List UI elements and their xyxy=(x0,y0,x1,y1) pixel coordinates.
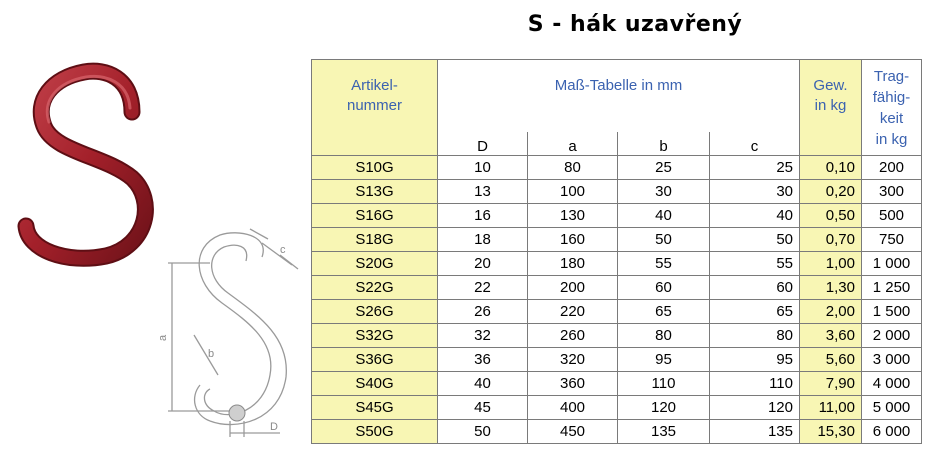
b-cell: 80 xyxy=(618,324,710,348)
d-cell: 16 xyxy=(438,204,528,228)
d-cell: 50 xyxy=(438,420,528,444)
capacity-cell: 500 xyxy=(862,204,922,228)
article-cell: S13G xyxy=(312,180,438,204)
weight-cell: 0,50 xyxy=(800,204,862,228)
weight-cell: 0,20 xyxy=(800,180,862,204)
article-cell: S32G xyxy=(312,324,438,348)
article-cell: S20G xyxy=(312,252,438,276)
b-cell: 65 xyxy=(618,300,710,324)
d-cell: 18 xyxy=(438,228,528,252)
header-article: Artikel- nummer xyxy=(312,60,438,133)
c-cell: 95 xyxy=(710,348,800,372)
c-cell: 110 xyxy=(710,372,800,396)
subheader-b: b xyxy=(618,132,710,156)
subheader-a: a xyxy=(528,132,618,156)
article-cell: S22G xyxy=(312,276,438,300)
a-cell: 400 xyxy=(528,396,618,420)
table-row xyxy=(312,372,922,396)
s-hook-3d-image xyxy=(14,60,164,270)
dim-a-label: a xyxy=(157,334,169,341)
capacity-cell: 4 000 xyxy=(862,372,922,396)
d-cell: 40 xyxy=(438,372,528,396)
capacity-cell: 1 250 xyxy=(862,276,922,300)
table-row xyxy=(312,420,922,444)
table-row xyxy=(312,156,922,180)
capacity-cell: 1 000 xyxy=(862,252,922,276)
a-cell: 360 xyxy=(528,372,618,396)
dim-b-label: b xyxy=(208,348,215,360)
capacity-cell: 6 000 xyxy=(862,420,922,444)
weight-cell: 7,90 xyxy=(800,372,862,396)
header-dimensions: Maß-Tabelle in mm xyxy=(438,60,800,133)
c-cell: 60 xyxy=(710,276,800,300)
table-row xyxy=(312,324,922,348)
a-cell: 160 xyxy=(528,228,618,252)
article-cell: S16G xyxy=(312,204,438,228)
d-cell: 13 xyxy=(438,180,528,204)
capacity-cell: 2 000 xyxy=(862,324,922,348)
weight-cell: 1,30 xyxy=(800,276,862,300)
d-cell: 10 xyxy=(438,156,528,180)
c-cell: 65 xyxy=(710,300,800,324)
table-row xyxy=(312,180,922,204)
c-cell: 30 xyxy=(710,180,800,204)
article-cell: S36G xyxy=(312,348,438,372)
subheader-c: c xyxy=(710,132,800,156)
table-row xyxy=(312,396,922,420)
s-hook-technical-drawing xyxy=(150,225,310,460)
d-cell: 22 xyxy=(438,276,528,300)
header-capacity: Trag- fähig- keit in kg xyxy=(862,60,922,156)
capacity-cell: 1 500 xyxy=(862,300,922,324)
weight-cell: 15,30 xyxy=(800,420,862,444)
article-cell: S10G xyxy=(312,156,438,180)
table-row xyxy=(312,252,922,276)
a-cell: 200 xyxy=(528,276,618,300)
article-cell: S40G xyxy=(312,372,438,396)
d-cell: 32 xyxy=(438,324,528,348)
weight-cell: 5,60 xyxy=(800,348,862,372)
table-row xyxy=(312,204,922,228)
c-cell: 40 xyxy=(710,204,800,228)
d-cell: 20 xyxy=(438,252,528,276)
table-row xyxy=(312,228,922,252)
b-cell: 55 xyxy=(618,252,710,276)
table-row xyxy=(312,300,922,324)
d-cell: 45 xyxy=(438,396,528,420)
subheader-D: D xyxy=(438,132,528,156)
weight-cell: 11,00 xyxy=(800,396,862,420)
capacity-cell: 200 xyxy=(862,156,922,180)
a-cell: 100 xyxy=(528,180,618,204)
table-row xyxy=(312,348,922,372)
dim-d-label: D xyxy=(270,421,278,433)
c-cell: 135 xyxy=(710,420,800,444)
d-cell: 26 xyxy=(438,300,528,324)
header-weight: Gew. in kg xyxy=(800,60,862,133)
c-cell: 80 xyxy=(710,324,800,348)
a-cell: 260 xyxy=(528,324,618,348)
weight-cell: 3,60 xyxy=(800,324,862,348)
b-cell: 50 xyxy=(618,228,710,252)
capacity-cell: 750 xyxy=(862,228,922,252)
b-cell: 30 xyxy=(618,180,710,204)
a-cell: 220 xyxy=(528,300,618,324)
table-subheader-row xyxy=(312,132,922,156)
a-cell: 320 xyxy=(528,348,618,372)
spec-table xyxy=(311,59,922,444)
article-cell: S26G xyxy=(312,300,438,324)
weight-cell: 2,00 xyxy=(800,300,862,324)
a-cell: 450 xyxy=(528,420,618,444)
table-row xyxy=(312,276,922,300)
b-cell: 25 xyxy=(618,156,710,180)
b-cell: 120 xyxy=(618,396,710,420)
weight-cell: 0,70 xyxy=(800,228,862,252)
dim-c-label: c xyxy=(280,244,286,256)
capacity-cell: 300 xyxy=(862,180,922,204)
article-cell: S45G xyxy=(312,396,438,420)
weight-cell: 1,00 xyxy=(800,252,862,276)
b-cell: 110 xyxy=(618,372,710,396)
d-cell: 36 xyxy=(438,348,528,372)
b-cell: 135 xyxy=(618,420,710,444)
weight-cell: 0,10 xyxy=(800,156,862,180)
a-cell: 80 xyxy=(528,156,618,180)
b-cell: 40 xyxy=(618,204,710,228)
c-cell: 120 xyxy=(710,396,800,420)
b-cell: 60 xyxy=(618,276,710,300)
b-cell: 95 xyxy=(618,348,710,372)
table-header-row xyxy=(312,60,922,133)
article-cell: S18G xyxy=(312,228,438,252)
capacity-cell: 3 000 xyxy=(862,348,922,372)
article-cell: S50G xyxy=(312,420,438,444)
c-cell: 25 xyxy=(710,156,800,180)
c-cell: 50 xyxy=(710,228,800,252)
c-cell: 55 xyxy=(710,252,800,276)
a-cell: 180 xyxy=(528,252,618,276)
capacity-cell: 5 000 xyxy=(862,396,922,420)
page-title: S - hák uzavřený xyxy=(527,12,743,37)
a-cell: 130 xyxy=(528,204,618,228)
